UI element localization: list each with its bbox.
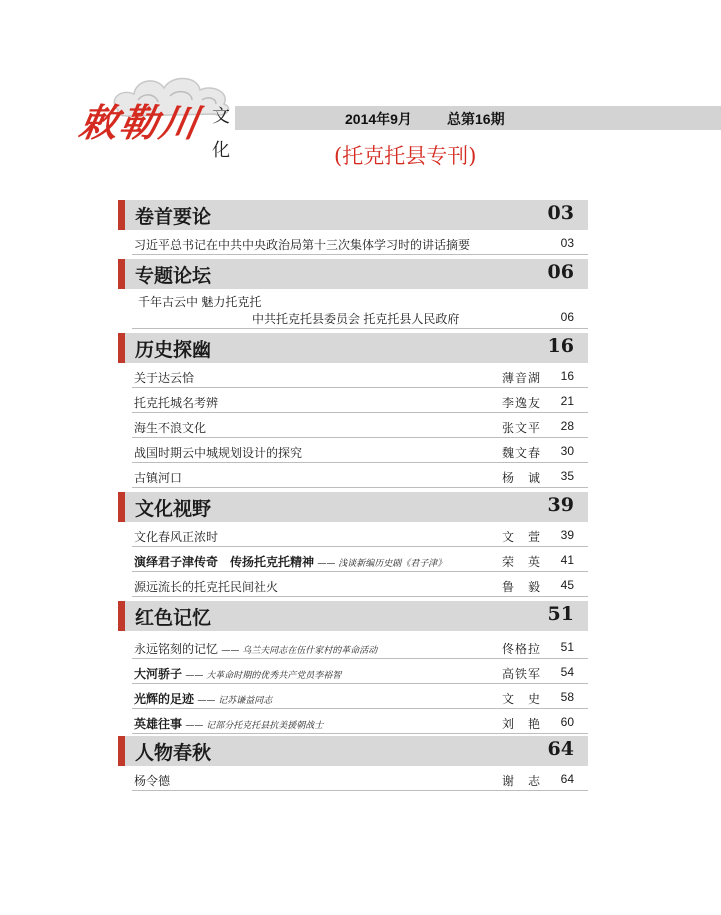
entry-title: 永远铭刻的记忆: [134, 642, 219, 656]
entry-title: 古镇河口: [134, 471, 183, 485]
issue-number: 总第16期: [447, 111, 505, 127]
entry-byline: 中共托克托县委员会 托克托县人民政府: [252, 312, 460, 326]
section-title: 专题论坛: [135, 265, 212, 287]
entry-page: 28: [560, 419, 574, 433]
toc-entry[interactable]: [132, 463, 588, 488]
issue-date: 2014年9月: [345, 111, 412, 127]
section-page: 51: [547, 603, 574, 625]
entry-page: 45: [560, 578, 574, 592]
toc-section: [118, 736, 588, 791]
entry-author: 杨 诚: [502, 471, 542, 485]
section-title: 人物春秋: [135, 742, 212, 764]
toc-entry[interactable]: [132, 413, 588, 438]
section-page: 06: [547, 261, 574, 283]
entry-subtitle: —— 大革命时期的优秀共产党员李裕智: [185, 671, 342, 681]
entry-title-wrap: [134, 553, 446, 570]
toc-entry[interactable]: [132, 522, 588, 547]
entry-author: 文 史: [502, 692, 542, 706]
entry-page: 16: [560, 369, 574, 383]
entry-title-wrap: [134, 715, 323, 732]
entry-subtitle: —— 记苏谦益同志: [197, 696, 273, 706]
entry-page: 30: [560, 444, 574, 458]
entry-page: 58: [560, 690, 574, 704]
entry-author: 谢 志: [502, 774, 542, 788]
entry-page: 21: [560, 394, 574, 408]
entry-title: 关于达云恰: [134, 371, 195, 385]
entry-page: 35: [560, 469, 574, 483]
section-header: [118, 601, 588, 631]
entry-page: 39: [560, 528, 574, 542]
section-title: 文化视野: [135, 498, 212, 520]
toc-entry[interactable]: [132, 766, 588, 791]
toc-section: [118, 200, 588, 255]
entry-author: 高铁军: [502, 667, 542, 681]
section-header: [118, 736, 588, 766]
toc-entry[interactable]: [132, 684, 588, 709]
toc-section: [118, 333, 588, 488]
section-title: 历史探幽: [135, 339, 212, 361]
entry-author: 魏文春: [502, 446, 542, 460]
entry-subtitle: —— 浅谈新编历史剧《君子津》: [317, 559, 447, 569]
section-page: 16: [547, 335, 574, 357]
section-page: 03: [547, 202, 574, 224]
entry-author: 荣 英: [502, 555, 542, 569]
entry-subtitle: —— 记部分托克托县抗美援朝战士: [185, 721, 324, 731]
section-header: [118, 200, 588, 230]
entry-page: 60: [560, 715, 574, 729]
entry-title: 海生不浪文化: [134, 421, 207, 435]
entry-title: 英雄往事: [134, 717, 183, 731]
section-header: [118, 259, 588, 289]
entry-title-wrap: [134, 640, 377, 657]
entry-page: 03: [560, 236, 574, 250]
entry-title: 战国时期云中城规划设计的探究: [134, 446, 303, 460]
section-title: 卷首要论: [135, 206, 212, 228]
entry-page: 06: [560, 310, 574, 324]
entry-page: 41: [560, 553, 574, 567]
section-page: 64: [547, 738, 574, 760]
toc-section: [118, 492, 588, 597]
toc-entry[interactable]: [132, 709, 588, 734]
entry-title: 托克托城名考辨: [134, 396, 219, 410]
entry-title: 光辉的足迹: [134, 692, 195, 706]
entry-author: 李逸友: [502, 396, 542, 410]
entry-author: 薄音湖: [502, 371, 542, 385]
magazine-logo-subtitle: 文 化: [212, 106, 230, 161]
special-issue-label: (托克托县专刊): [334, 144, 477, 168]
entry-author: 刘 艳: [502, 717, 542, 731]
toc-entry[interactable]: [132, 230, 588, 255]
toc-section: [118, 601, 588, 734]
toc-entry[interactable]: [132, 547, 588, 572]
toc-entry[interactable]: [132, 289, 588, 329]
entry-page: 64: [560, 772, 574, 786]
entry-title-wrap: [134, 690, 272, 707]
entry-title: 源远流长的托克托民间社火: [134, 580, 279, 594]
toc-entry[interactable]: [132, 363, 588, 388]
entry-title: 演绎君子津传奇 传扬托克托精神: [134, 555, 315, 569]
entry-title: 习近平总书记在中共中央政治局第十三次集体学习时的讲话摘要: [134, 238, 471, 252]
entry-title: 文化春风正浓时: [134, 530, 219, 544]
issue-info-bar: [235, 106, 721, 130]
toc-section: [118, 259, 588, 329]
section-page: 39: [547, 494, 574, 516]
section-header: [118, 333, 588, 363]
entry-subtitle: —— 乌兰夫同志在伍什家村的革命活动: [221, 646, 378, 656]
entry-author: 鲁 毅: [502, 580, 542, 594]
toc-entry[interactable]: [132, 388, 588, 413]
entry-page: 51: [560, 640, 574, 654]
magazine-logo: 敕勒川: [75, 100, 204, 145]
toc-entry[interactable]: [132, 631, 588, 659]
entry-author: 文 萱: [502, 530, 542, 544]
toc-entry[interactable]: [132, 438, 588, 463]
entry-title: 大河骄子: [134, 667, 183, 681]
table-of-contents: [118, 200, 588, 791]
section-title: 红色记忆: [135, 607, 212, 629]
entry-page: 54: [560, 665, 574, 679]
entry-author: 佟格拉: [502, 642, 542, 656]
section-header: [118, 492, 588, 522]
entry-title-wrap: [134, 665, 341, 682]
entry-author: 张文平: [502, 421, 542, 435]
toc-entry[interactable]: [132, 659, 588, 684]
entry-title: 千年古云中 魅力托克托: [138, 295, 262, 309]
entry-title: 杨令德: [134, 774, 171, 788]
toc-entry[interactable]: [132, 572, 588, 597]
